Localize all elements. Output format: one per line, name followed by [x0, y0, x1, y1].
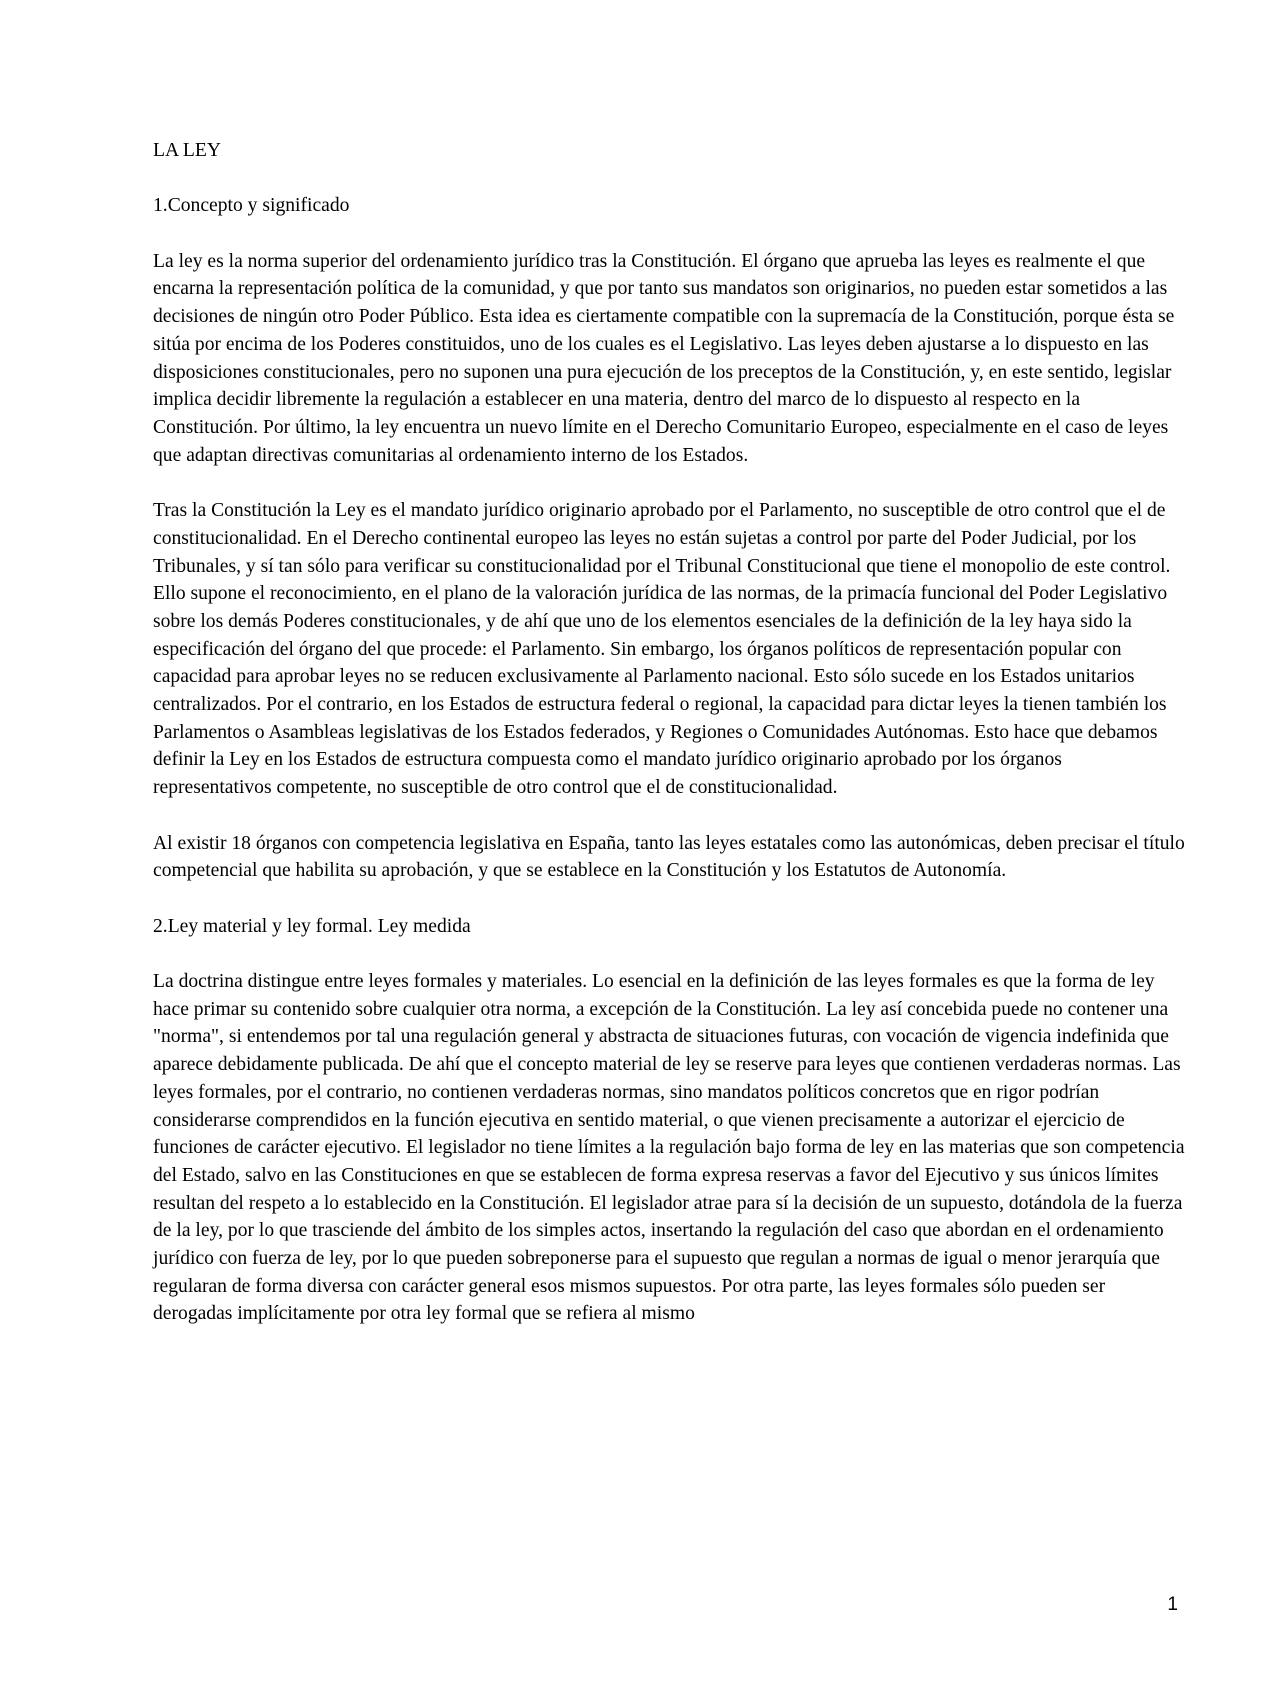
section-1-paragraph-1: La ley es la norma superior del ordenamiento jurídico tras la Constitución. El órgano que aprueba las leyes es realmente el que encarna la representación política de la comunidad, y que por tanto sus mandatos son originarios, no pueden estar sometidos a las decisiones de ningún otro Poder Público. Esta idea es ciertamente compatible con la supremacía de la Constitución, porque ésta se sitúa por encima de los Poderes constituidos, uno de los cuales es el Legislativo. Las leyes deben ajustarse a lo dispuesto en las disposiciones constitucionales, pero no suponen una pura ejecución de los preceptos de la Constitución, y, en este sentido, legislar implica decidir libremente la regulación a establecer en una materia, dentro del marco de lo dispuesto al respecto en la Constitución. Por último, la ley encuentra un nuevo límite en el Derecho Comunitario Europeo, especialmente en el caso de leyes que adaptan directivas comunitarias al ordenamiento interno de los Estados.	[153, 250, 1175, 466]
section-1-paragraph-3: Al existir 18 órganos con competencia legislativa en España, tanto las leyes estatales como las autonómicas, deben precisar el título competencial que habilita su aprobación, y que se establece en la Constitución y los Estatutos de Autonomía.	[153, 832, 1185, 882]
section-heading-1: 1.Concepto y significado	[153, 195, 350, 217]
section-2-paragraph-1: La doctrina distingue entre leyes formales y materiales. Lo esencial en la definición de las leyes formales es que la forma de ley hace primar su contenido sobre cualquier otra norma, a excepción de la Constitución. La ley así concebida puede no contener una "norma", si entendemos por tal una regulación general y abstracta de situaciones futuras, con vocación de vigencia indefinida que aparece debidamente publicada. De ahí que el concepto material de ley se reserve para leyes que contienen verdaderas normas. Las leyes formales, por el contrario, no contienen verdaderas normas, sino mandatos políticos concretos que en rigor podrían considerarse comprendidos en la función ejecutiva en sentido material, o que vienen precisamente a autorizar el ejercicio de funciones de carácter ejecutivo. El legislador no tiene límites a la regulación bajo forma de ley en las materias que son competencia del Estado, salvo en las Constituciones en que se establecen de forma expresa reservas a favor del Ejecutivo y sus únicos límites resultan del respeto a lo establecido en la Constitución. El legislador atrae para sí la decisión de un supuesto, dotándola de la fuerza de la ley, por lo que trasciende del ámbito de los simples actos, insertando la regulación del caso que abordan en el ordenamiento jurídico con fuerza de ley, por lo que pueden sobreponerse para el supuesto que regulan a normas de igual o menor jerarquía que regularan de forma diversa con carácter general esos mismos supuestos. Por otra parte, las leyes formales sólo pueden ser derogadas implícitamente por otra ley formal que se refiera al mismo	[153, 971, 1185, 1325]
document-body	[153, 137, 1185, 1356]
section-1-paragraph-2: Tras la Constitución la Ley es el mandato jurídico originario aprobado por el Parlamento, no susceptible de otro control que el de constitucionalidad. En el Derecho continental europeo las leyes no están sujetas a control por parte del Poder Judicial, por los Tribunales, y sí tan sólo para verificar su constitucionalidad por el Tribunal Constitucional que tiene el monopolio de este control. Ello supone el reconocimiento, en el plano de la valoración jurídica de las normas, de la primacía funcional del Poder Legislativo sobre los demás Poderes constitucionales, y de ahí que uno de los elementos esenciales de la definición de la ley haya sido la especificación del órgano del que procede: el Parlamento. Sin embargo, los órganos políticos de representación popular con capacidad para aprobar leyes no se reducen exclusivamente al Parlamento nacional. Esto sólo sucede en los Estados unitarios centralizados. Por el contrario, en los Estados de estructura federal o regional, la capacidad para dictar leyes la tienen también los Parlamentos o Asambleas legislativas de los Estados federados, y Regiones o Comunidades Autónomas. Esto hace que debamos definir la Ley en los Estados de estructura compuesta como el mandato jurídico originario aprobado por los órganos representativos competente, no susceptible de otro control que el de constitucionalidad.	[153, 500, 1171, 799]
document-title: LA LEY	[153, 140, 222, 161]
section-heading-2: 2.Ley material y ley formal. Ley medida	[153, 915, 471, 937]
page-number: 1	[1167, 1594, 1178, 1615]
